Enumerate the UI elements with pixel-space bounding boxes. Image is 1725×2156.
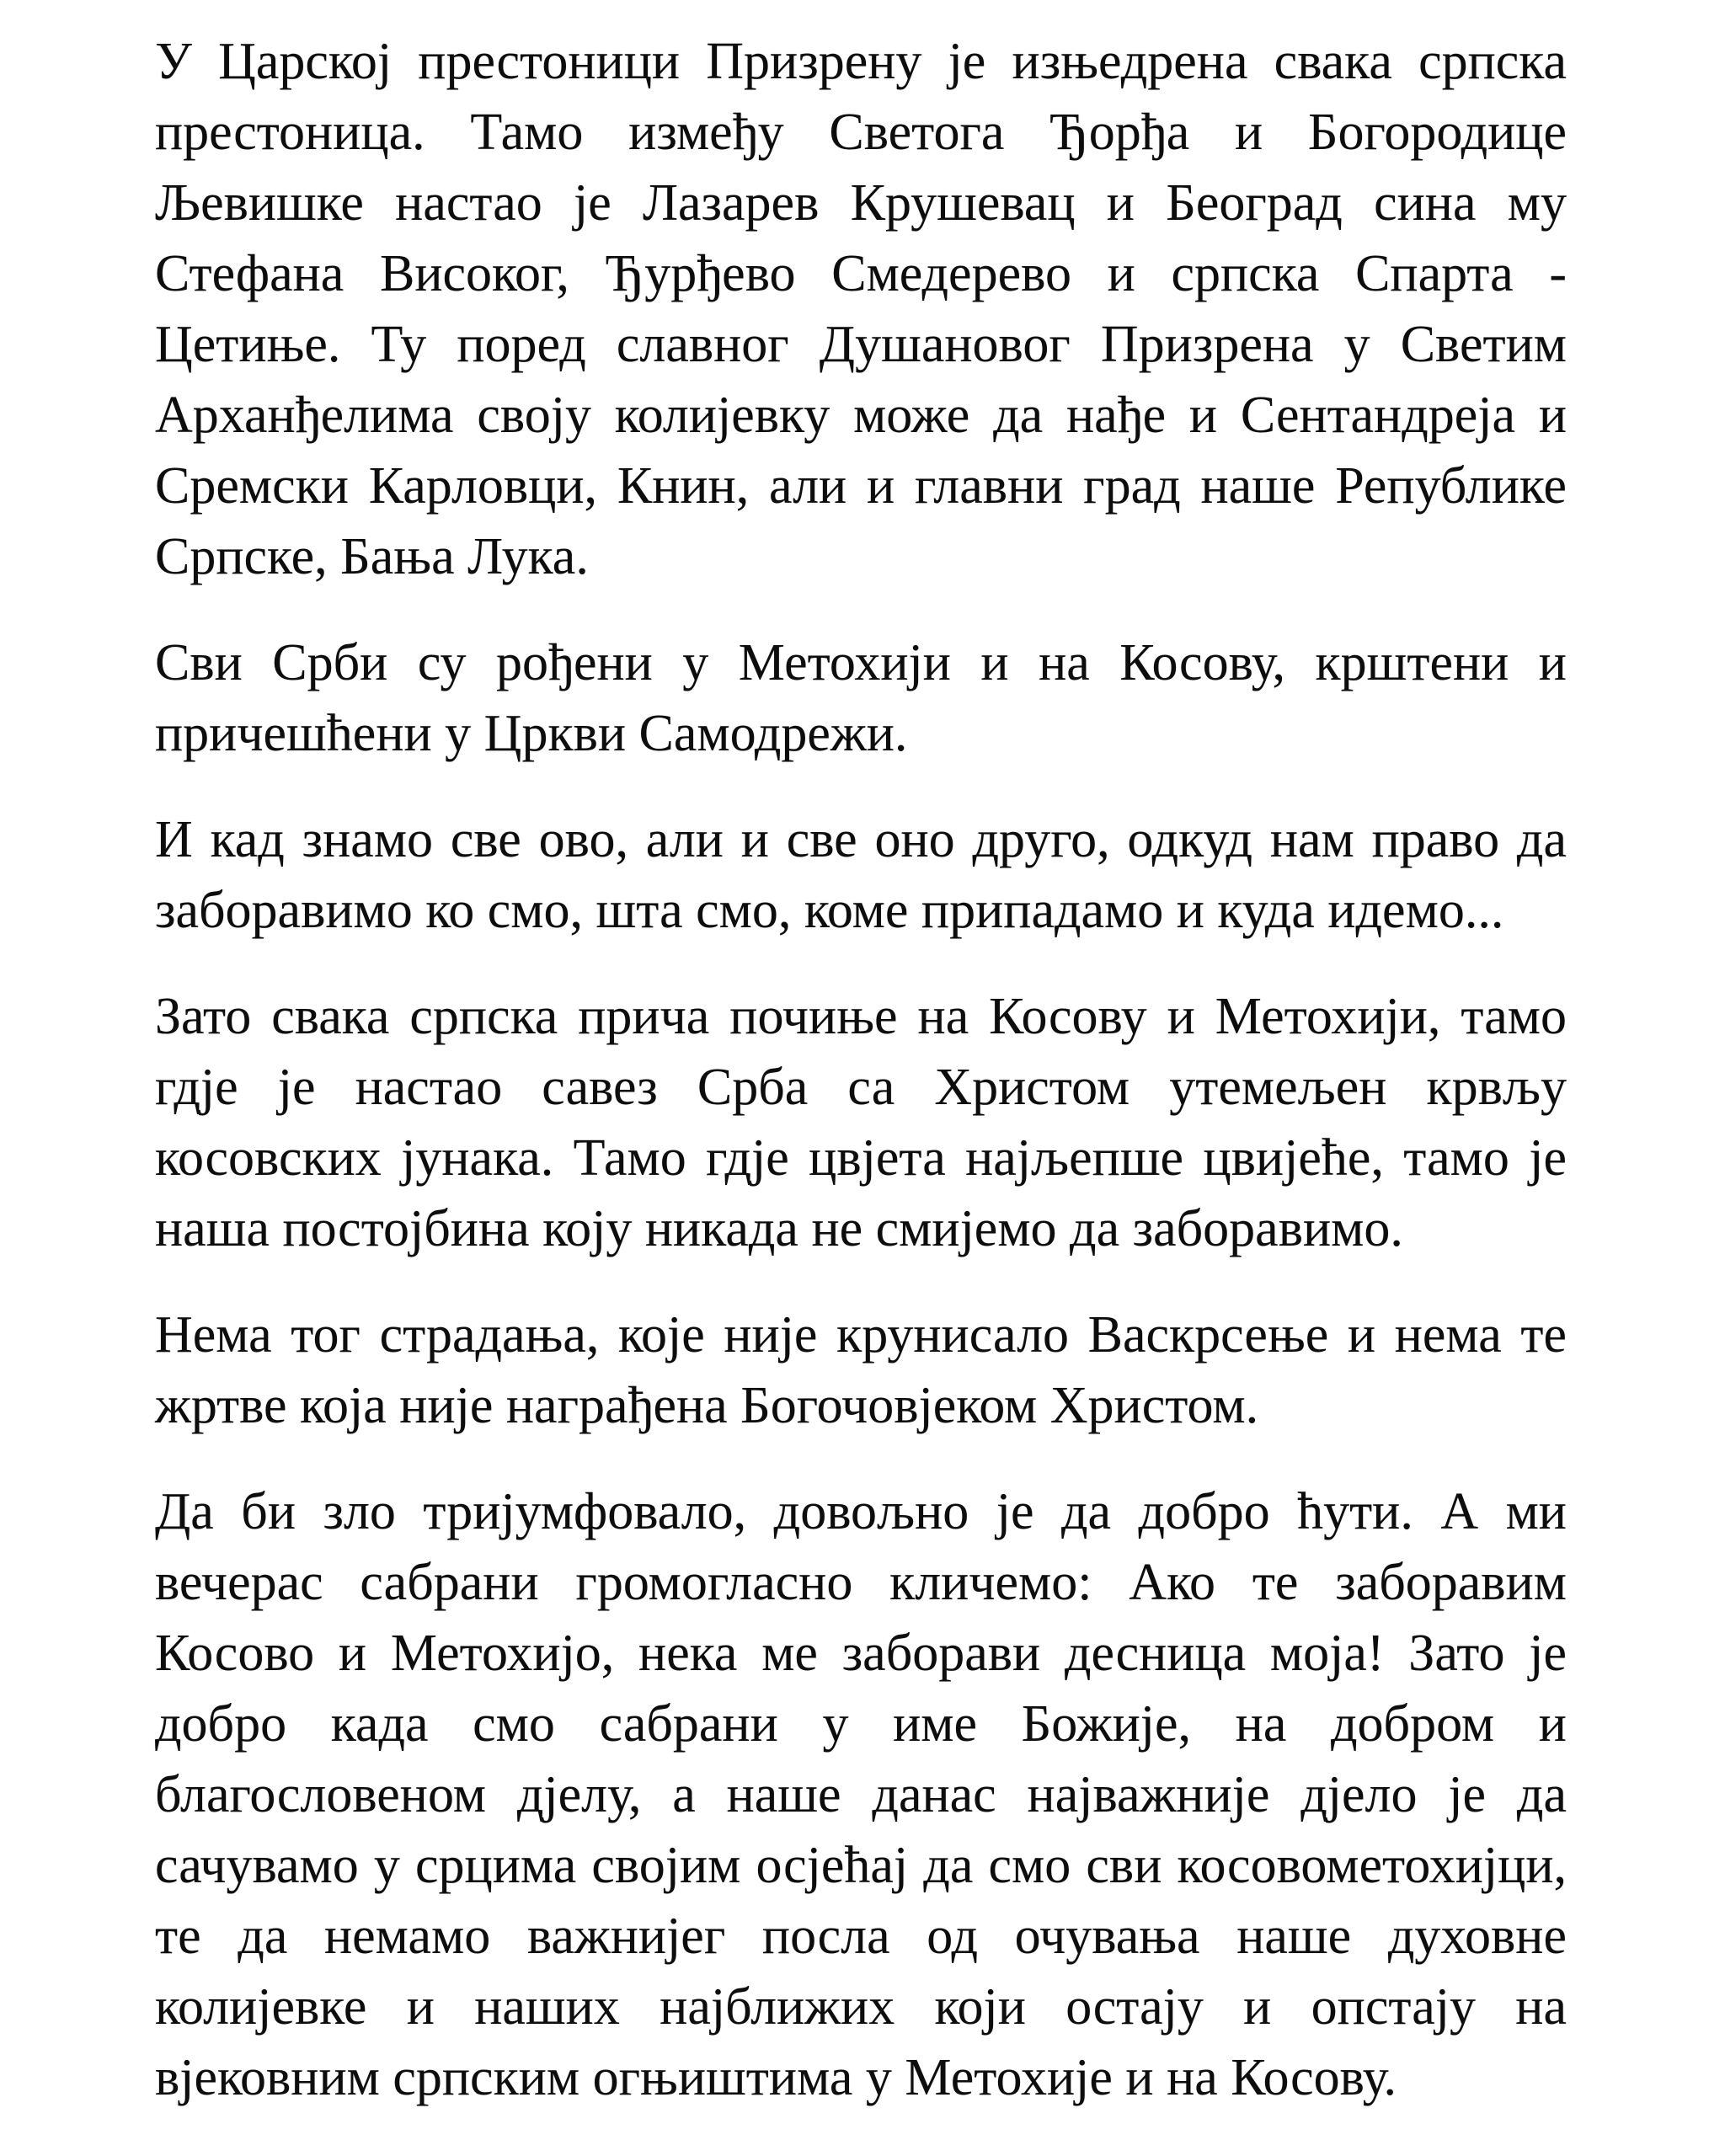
text-line: Зато свака српска прича почиње на Косову и Метохији, тамо xyxy=(155,988,1567,1045)
text-line: Нема тог страдања, које није крунисало Васкрсење и нема те xyxy=(155,1306,1567,1364)
paragraph xyxy=(155,26,1567,592)
text-line: те да немамо важнијег посла од очувања наше духовне xyxy=(155,1908,1567,1965)
text-line: косовских јунака. Тамо гдје цвјета најљепше цвијеће, тамо је xyxy=(155,1129,1567,1187)
text-line: престоница. Тамо између Светога Ђорђа и Богородице xyxy=(155,104,1567,161)
text-line: Цетиње. Ту поред славног Душановог Призрена у Светим xyxy=(155,316,1567,373)
paragraph xyxy=(155,627,1567,769)
text-line: благословеном дјелу, а наше данас најважније дјело је да xyxy=(155,1766,1567,1823)
text-line: колијевке и наших најближих који остају и опстају на xyxy=(155,1978,1567,2036)
text-line: Српске, Бања Лука. xyxy=(155,528,589,585)
text-line: вечерас сабрани громогласно кличемо: Ако те заборавим xyxy=(155,1554,1567,1611)
text-line: добро када смо сабрани у име Божије, на добром и xyxy=(155,1695,1567,1753)
text-line: Косово и Метохијо, нека ме заборави десница моја! Зато је xyxy=(155,1625,1567,1682)
text-line: Да би зло тријумфовало, довољно је да добро ћути. А ми xyxy=(155,1483,1567,1540)
text-line: заборавимо ко смо, шта смо, коме припадамо и куда идемо... xyxy=(155,882,1504,939)
paragraph xyxy=(155,1476,1567,2113)
text-line: И кад знамо све ово, али и све оно друго, одкуд нам право да xyxy=(155,811,1567,868)
text-line: Сремски Карловци, Книн, али и главни град наше Републике xyxy=(155,457,1567,515)
text-line: Сви Срби су рођени у Метохији и на Косову, крштени и xyxy=(155,634,1567,691)
text-line: У Царској престоници Призрену је изњедрена свака српска xyxy=(155,33,1567,90)
text-line: причешћени у Цркви Самодрежи. xyxy=(155,705,908,762)
paragraph xyxy=(155,981,1567,1264)
text-line: гдје је настао савез Срба са Христом утемељен крвљу xyxy=(155,1059,1567,1116)
text-line: жртве која није награђена Богочовјеком Христом. xyxy=(155,1377,1259,1434)
text-line: Арханђелима своју колијевку може да нађе и Сентандреја и xyxy=(155,387,1567,444)
text-line: Љевишке настао је Лазарев Крушевац и Београд сина му xyxy=(155,174,1567,232)
paragraph xyxy=(155,1299,1567,1441)
text-line: вјековним српским огњиштима у Метохије и на Косову. xyxy=(155,2049,1397,2106)
text-line: сачувамо у срцима својим осјећај да смо сви косовометохијци, xyxy=(155,1837,1567,1894)
paragraph xyxy=(155,804,1567,946)
text-line: наша постојбина коју никада не смијемо да заборавимо. xyxy=(155,1200,1403,1257)
text-line: Стефана Високог, Ђурђево Смедерево и српска Спарта - xyxy=(155,245,1567,302)
